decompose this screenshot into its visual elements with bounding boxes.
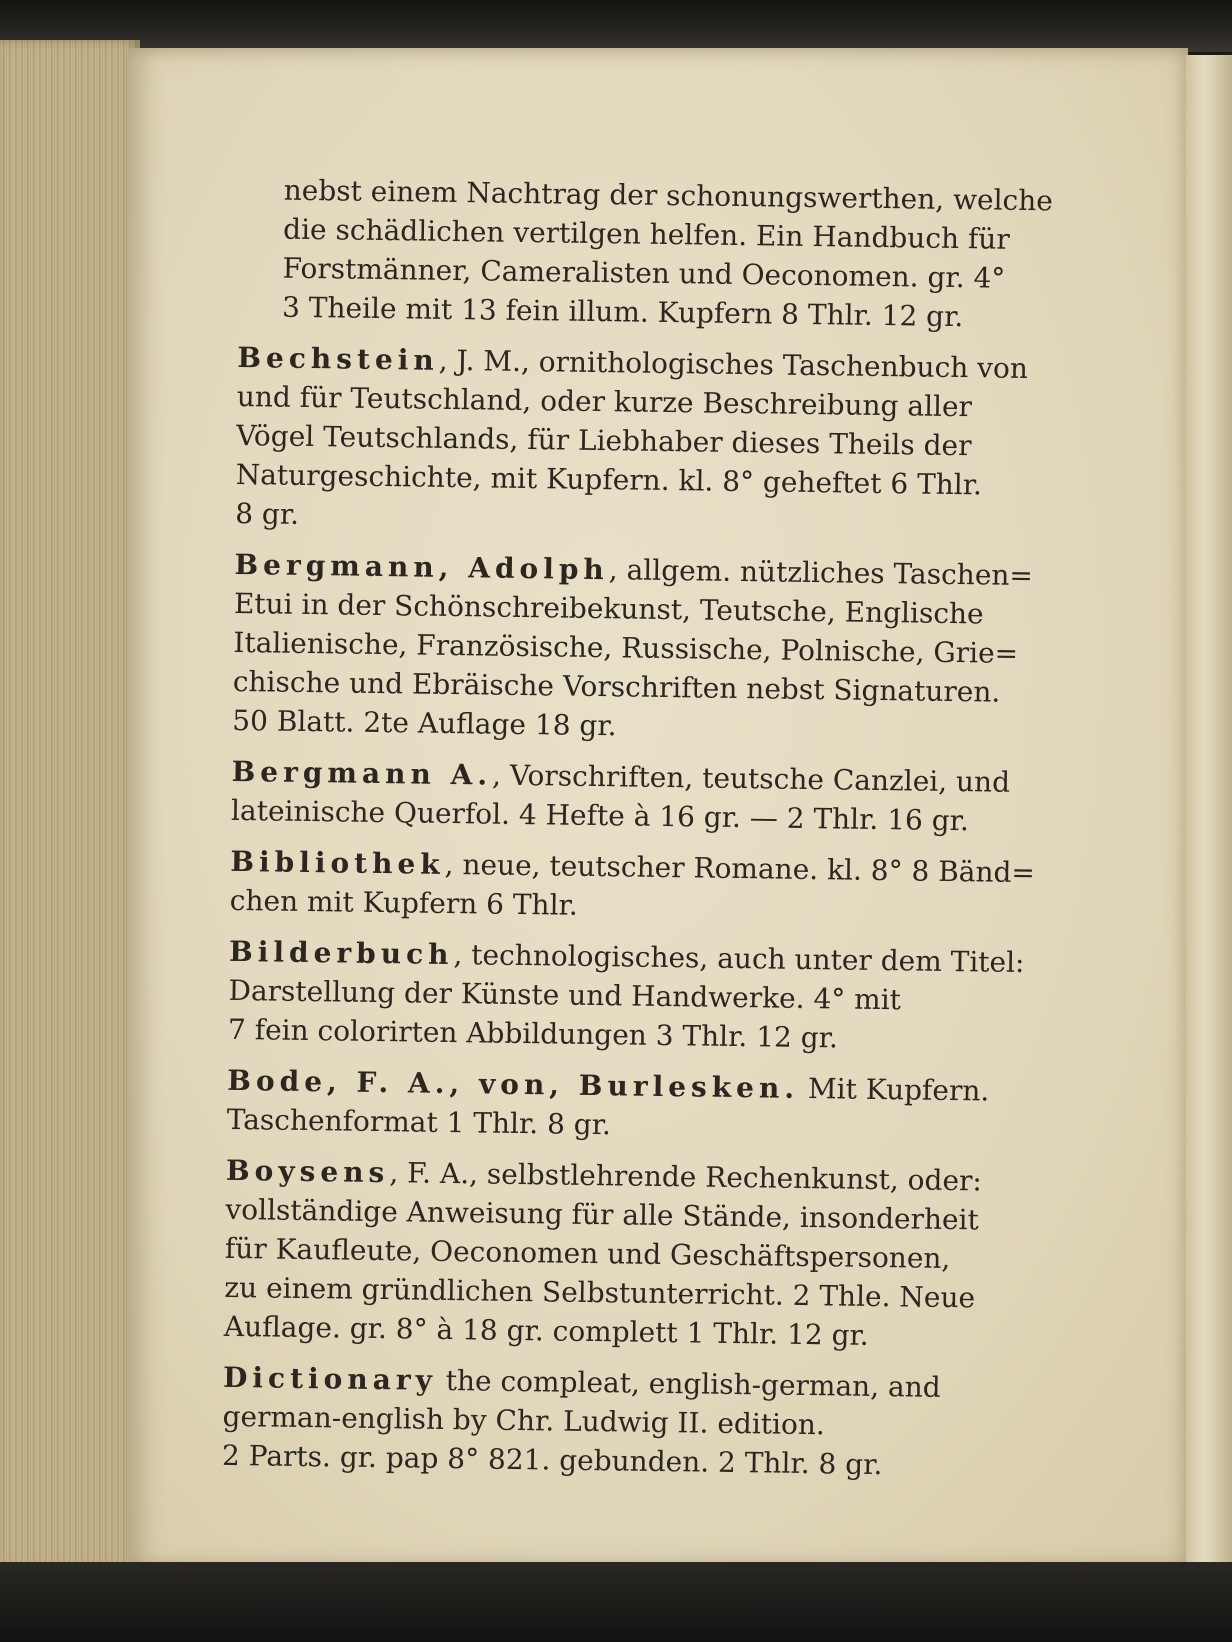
entry-line: 7 fein colorirten Abbildungen 3 Thlr. 12 gr.	[227, 1012, 839, 1055]
entry-first-rest: , Vorschriften, teutsche Canzlei, und	[491, 758, 1011, 799]
entry-line: Naturgeschichte, mit Kupfern. kl. 8° geheftet 6 Thlr.	[235, 457, 983, 502]
catalog-text	[222, 170, 1070, 1498]
catalog-entry	[224, 1151, 1057, 1358]
entry-line: Forstmänner, Cameralisten und Oeconomen. gr. 4°	[282, 251, 1006, 295]
entry-line: chen mit Kupfern 6 Thlr.	[229, 883, 578, 922]
entry-line: vollständige Anweisung für alle Stände, insonderheit	[225, 1192, 980, 1237]
entry-line: 8 gr.	[234, 496, 300, 531]
entry-line: und für Teutschland, oder kurze Beschreibung aller	[236, 379, 973, 424]
entry-line: Taschenformat 1 Thlr. 8 gr.	[226, 1102, 612, 1142]
page-stack-edge	[0, 40, 140, 1570]
entry-headword: Bergmann, Adolph	[234, 547, 610, 587]
entry-line: für Kaufleute, Oeconomen und Geschäftspersonen,	[224, 1231, 951, 1276]
entry-line: zu einem gründlichen Selbstunterricht. 2 Thle. Neue	[224, 1270, 976, 1315]
entry-line: 3 Theile mit 13 fein illum. Kupfern 8 Thlr. 12 gr.	[281, 290, 964, 334]
entry-first-rest: , neue, teutscher Romane. kl. 8° 8 Bänd=	[444, 847, 1036, 890]
entry-line: german-english by Chr. Ludwig II. edition.	[222, 1399, 826, 1442]
entry-headword: Boysens	[225, 1153, 390, 1190]
entry-line: 2 Parts. gr. pap 8° 821. gebunden. 2 Thlr. 8 gr.	[221, 1438, 883, 1482]
entry-first-rest: , allgem. nützliches Taschen=	[608, 553, 1034, 593]
entry-first-rest: , technologisches, auch unter dem Titel:	[453, 938, 1025, 980]
catalog-entry	[238, 170, 1070, 338]
entry-line: Italienische, Französische, Russische, Polnische, Grie=	[233, 625, 1019, 670]
entry-line: Vögel Teutschlands, für Liebhaber dieses Theils der	[236, 418, 972, 463]
entry-line: Darstellung der Künste und Handwerke. 4° mit	[228, 973, 902, 1017]
entry-line: Etui in der Schönschreibekunst, Teutsche, Englische	[233, 586, 984, 631]
entry-first-rest: , J. M., ornithologisches Taschenbuch von	[438, 343, 1029, 386]
entry-headword: Bode, F. A., von, Burlesken.	[227, 1063, 800, 1105]
catalog-entry	[222, 1358, 1054, 1487]
catalog-entry	[228, 932, 1060, 1061]
top-shadow	[0, 0, 1232, 52]
entry-headword: Dictionary	[222, 1360, 438, 1397]
bottom-shadow	[0, 1562, 1232, 1642]
catalog-entry	[235, 338, 1068, 545]
entry-first-rest: the compleat, english-german, and	[436, 1363, 941, 1404]
catalog-entry	[232, 545, 1065, 752]
entry-headword: Bilderbuch	[228, 934, 454, 972]
entry-line: 50 Blatt. 2te Auflage 18 gr.	[232, 703, 617, 743]
entry-headword: Bechstein	[237, 340, 439, 377]
catalog-entry	[231, 752, 1062, 842]
entry-line: nebst einem Nachtrag der schonungswerthen, welche	[283, 173, 1054, 218]
entry-line: lateinische Querfol. 4 Hefte à 16 gr. — 2 Thlr. 16 gr.	[230, 793, 970, 838]
right-page-edge	[1186, 55, 1232, 1565]
entry-line: die schädlichen vertilgen helfen. Ein Handbuch für	[282, 212, 1010, 256]
catalog-entry	[230, 842, 1061, 932]
entry-headword: Bergmann A.	[231, 754, 493, 792]
entry-first-rest: , F. A., selbstlehrende Rechenkunst, oder:	[389, 1156, 983, 1198]
entry-line: Auflage. gr. 8° à 18 gr. complett 1 Thlr. 12 gr.	[223, 1309, 869, 1352]
entry-line: chische und Ebräische Vorschriften nebst Signaturen.	[232, 664, 1001, 709]
catalog-entry	[226, 1061, 1057, 1151]
entry-first-rest: Mit Kupfern.	[798, 1071, 990, 1108]
entry-headword: Bibliothek	[230, 844, 445, 881]
